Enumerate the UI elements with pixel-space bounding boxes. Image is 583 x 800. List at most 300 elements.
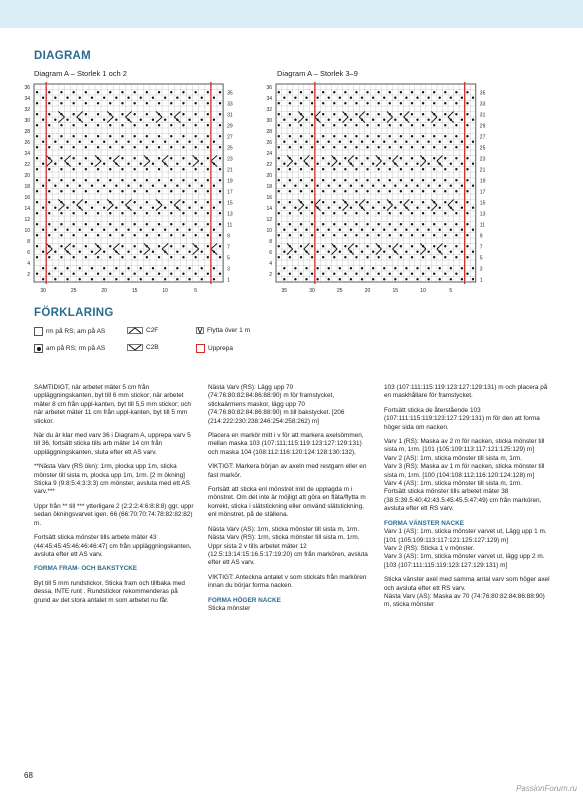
purl-dot — [182, 135, 184, 137]
purl-dot — [182, 273, 184, 275]
purl-dot — [42, 267, 44, 269]
purl-dot — [164, 119, 166, 121]
purl-dot — [79, 163, 81, 165]
purl-dot — [394, 141, 396, 143]
purl-dot — [328, 229, 330, 231]
purl-dot — [389, 146, 391, 148]
purl-dot — [366, 234, 368, 236]
purl-dot — [455, 223, 457, 225]
purl-dot — [140, 97, 142, 99]
purl-dot — [133, 223, 135, 225]
purl-dot — [36, 113, 38, 115]
knitting-chart-large — [262, 80, 502, 302]
legend-repeat: Upprepa — [196, 344, 233, 353]
row-label: 4 — [27, 260, 30, 267]
purl-dot — [466, 273, 468, 275]
purl-dot — [36, 234, 38, 236]
purl-dot — [42, 163, 44, 165]
purl-dot — [422, 201, 424, 203]
purl-dot — [400, 102, 402, 104]
purl-dot — [207, 223, 209, 225]
row-label: 14 — [24, 205, 30, 212]
purl-dot — [194, 179, 196, 181]
purl-dot — [405, 141, 407, 143]
purl-dot — [278, 179, 280, 181]
purl-dot — [427, 119, 429, 121]
purl-dot — [400, 245, 402, 247]
purl-dot — [158, 102, 160, 104]
purl-dot — [361, 278, 363, 280]
purl-dot — [311, 201, 313, 203]
purl-dot — [146, 212, 148, 214]
purl-dot — [439, 267, 441, 269]
purl-dot — [344, 157, 346, 159]
page-number: 68 — [24, 771, 33, 780]
purl-dot — [133, 157, 135, 159]
purl-dot — [322, 273, 324, 275]
purl-dot — [455, 124, 457, 126]
purl-dot — [322, 91, 324, 93]
purl-dot — [311, 234, 313, 236]
paragraph: Byt till 5 mm rundstickor. Sticka fram och tillbaka med dessa, INTE runt . Rundstickor rekommenderas på grund av det stora antalet m som arbetet nu får. — [34, 579, 185, 604]
purl-dot — [389, 212, 391, 214]
purl-dot — [461, 163, 463, 165]
purl-dot — [194, 212, 196, 214]
purl-dot — [219, 157, 221, 159]
row-label: 7 — [479, 244, 483, 251]
purl-dot — [219, 201, 221, 203]
purl-dot — [201, 229, 203, 231]
purl-dot — [72, 234, 74, 236]
purl-dot — [48, 113, 50, 115]
purl-dot — [85, 102, 87, 104]
row-label: 27 — [479, 134, 486, 141]
purl-dot — [60, 135, 62, 137]
purl-dot — [383, 163, 385, 165]
purl-dot — [36, 223, 38, 225]
purl-dot — [422, 256, 424, 258]
purl-dot — [140, 267, 142, 269]
purl-dot — [207, 91, 209, 93]
purl-dot — [201, 97, 203, 99]
paragraph: 103 (107:111:115:119:123:127:129:131) m och placera på en maskhållare för framstycket. — [384, 384, 548, 400]
purl-dot — [361, 251, 363, 253]
purl-dot — [344, 256, 346, 258]
purl-dot — [444, 135, 446, 137]
purl-dot — [97, 135, 99, 137]
purl-dot — [311, 157, 313, 159]
purl-dot — [60, 273, 62, 275]
purl-dot — [411, 179, 413, 181]
purl-dot — [85, 146, 87, 148]
purl-dot — [300, 245, 302, 247]
purl-dot — [350, 267, 352, 269]
purl-dot — [466, 179, 468, 181]
purl-dot — [377, 273, 379, 275]
paragraph: Nästa Varv (AS): 1rm, sticka mönster till sista m, 1rm. — [208, 525, 360, 533]
purl-dot — [79, 141, 81, 143]
chart-a-small-title: Diagram A – Storlek 1 och 2 — [34, 69, 127, 78]
purl-dot — [133, 201, 135, 203]
purl-dot — [66, 267, 68, 269]
purl-dot — [109, 168, 111, 170]
purl-dot — [219, 256, 221, 258]
purl-dot — [207, 234, 209, 236]
purl-dot — [383, 229, 385, 231]
purl-dot — [383, 119, 385, 121]
purl-dot — [54, 185, 56, 187]
purl-dot — [194, 124, 196, 126]
purl-dot — [339, 185, 341, 187]
purl-dot — [389, 273, 391, 275]
purl-dot — [103, 119, 105, 121]
purl-dot — [278, 201, 280, 203]
row-label: 13 — [227, 211, 233, 218]
purl-dot — [400, 234, 402, 236]
purl-dot — [60, 157, 62, 159]
row-label: 18 — [266, 183, 272, 190]
purl-dot — [389, 234, 391, 236]
purl-dot — [427, 251, 429, 253]
purl-dot — [213, 185, 215, 187]
purl-dot — [146, 234, 148, 236]
purl-dot — [355, 113, 357, 115]
purl-dot — [416, 251, 418, 253]
purl-dot — [121, 102, 123, 104]
purl-dot — [427, 141, 429, 143]
purl-dot — [176, 141, 178, 143]
purl-dot — [201, 141, 203, 143]
purl-dot — [339, 97, 341, 99]
purl-dot — [207, 124, 209, 126]
purl-dot — [133, 179, 135, 181]
purl-dot — [472, 97, 474, 99]
row-label: 20 — [24, 172, 30, 179]
purl-dot — [355, 102, 357, 104]
purl-dot — [427, 278, 429, 280]
text-column-1 — [34, 384, 194, 611]
purl-dot — [278, 146, 280, 148]
purl-dot — [439, 141, 441, 143]
purl-dot — [300, 135, 302, 137]
purl-dot — [158, 157, 160, 159]
purl-dot — [383, 267, 385, 269]
purl-dot — [466, 157, 468, 159]
purl-dot — [109, 124, 111, 126]
purl-dot — [219, 179, 221, 181]
purl-dot — [109, 179, 111, 181]
purl-dot — [400, 212, 402, 214]
purl-dot — [283, 119, 285, 121]
purl-dot — [158, 168, 160, 170]
purl-dot — [207, 102, 209, 104]
purl-dot — [188, 185, 190, 187]
row-label: 10 — [266, 227, 272, 234]
purl-dot — [294, 163, 296, 165]
purl-dot — [188, 207, 190, 209]
paragraph: Varv 2 (RS): Sticka 1 v mönster. — [384, 544, 475, 552]
purl-dot — [85, 190, 87, 192]
purl-dot — [466, 91, 468, 93]
row-label: 2 — [27, 271, 30, 278]
purl-dot — [207, 273, 209, 275]
paragraph: Placera en markör mitt i v för att markera axelsömmen, mellan maska 103 (107:111:115:119:123:127:129:131) och maska 104 (108:112:116:120:124:128:130:132). — [208, 432, 364, 456]
purl-dot — [170, 245, 172, 247]
row-label: 13 — [479, 211, 486, 218]
purl-dot — [311, 113, 313, 115]
purl-dot — [411, 113, 413, 115]
purl-dot — [328, 267, 330, 269]
purl-dot — [219, 234, 221, 236]
row-label: 12 — [24, 216, 30, 223]
purl-dot — [140, 119, 142, 121]
purl-dot — [444, 245, 446, 247]
purl-dot — [416, 278, 418, 280]
row-label: 23 — [227, 156, 233, 163]
purl-dot — [121, 135, 123, 137]
purl-dot — [188, 251, 190, 253]
purl-dot — [164, 141, 166, 143]
purl-dot — [350, 207, 352, 209]
purl-dot — [311, 135, 313, 137]
purl-dot — [121, 179, 123, 181]
row-label: 29 — [227, 123, 233, 130]
purl-dot — [355, 157, 357, 159]
purl-dot — [201, 163, 203, 165]
purl-dot — [289, 256, 291, 258]
row-label: 1 — [479, 277, 483, 284]
purl-dot — [121, 212, 123, 214]
purl-dot — [455, 157, 457, 159]
purl-dot — [444, 124, 446, 126]
purl-dot — [422, 135, 424, 137]
purl-dot — [333, 179, 335, 181]
purl-dot — [219, 223, 221, 225]
purl-dot — [433, 223, 435, 225]
purl-dot — [133, 146, 135, 148]
row-label: 17 — [227, 189, 233, 196]
column-label: 10 — [420, 288, 426, 294]
purl-dot — [472, 163, 474, 165]
purl-dot — [146, 179, 148, 181]
purl-dot — [444, 179, 446, 181]
purl-dot — [289, 179, 291, 181]
purl-dot — [133, 256, 135, 258]
purl-dot — [411, 201, 413, 203]
purl-dot — [389, 256, 391, 258]
purl-dot — [278, 273, 280, 275]
purl-dot — [433, 234, 435, 236]
purl-dot — [466, 135, 468, 137]
purl-dot — [339, 267, 341, 269]
purl-dot — [213, 267, 215, 269]
purl-dot — [439, 97, 441, 99]
purl-dot — [316, 267, 318, 269]
purl-dot — [103, 229, 105, 231]
row-label: 20 — [266, 172, 272, 179]
paragraph: Varv 3 (AS): 1rm, sticka mönster varvet ut, lägg upp 2 m. [103 (107:111:115:119:123:127:129:131) m] — [384, 553, 545, 569]
purl-dot — [121, 201, 123, 203]
purl-dot — [311, 212, 313, 214]
purl-dot — [333, 234, 335, 236]
purl-dot — [455, 102, 457, 104]
purl-dot — [91, 267, 93, 269]
purl-dot — [372, 229, 374, 231]
section-heading: FORMA HÖGER NACKE — [208, 596, 281, 604]
purl-dot — [133, 102, 135, 104]
row-label: 9 — [479, 233, 483, 240]
purl-dot — [444, 102, 446, 104]
purl-dot — [283, 251, 285, 253]
purl-dot — [127, 97, 129, 99]
row-label: 32 — [24, 106, 30, 113]
purl-dot — [103, 97, 105, 99]
legend-c2f: C2F — [127, 327, 158, 334]
purl-dot — [416, 207, 418, 209]
knitting-chart-small — [20, 80, 252, 302]
purl-dot — [42, 229, 44, 231]
purl-dot — [140, 278, 142, 280]
column-label: 30 — [309, 288, 315, 294]
row-label: 23 — [479, 156, 486, 163]
purl-dot — [283, 278, 285, 280]
purl-dot — [213, 207, 215, 209]
purl-dot — [146, 190, 148, 192]
purl-dot — [207, 157, 209, 159]
purl-dot — [344, 91, 346, 93]
purl-dot — [322, 102, 324, 104]
purl-dot — [433, 168, 435, 170]
purl-dot — [461, 119, 463, 121]
purl-dot — [344, 212, 346, 214]
purl-dot — [400, 201, 402, 203]
row-label: 3 — [479, 266, 483, 273]
purl-dot — [411, 273, 413, 275]
paragraph: Nästa Varv (AS): Maska av 70 (74:76:80:82:84:86:88:90) m, sticka mönster — [384, 592, 545, 609]
purl-dot — [416, 97, 418, 99]
purl-dot — [79, 251, 81, 253]
purl-dot — [91, 97, 93, 99]
purl-dot — [213, 278, 215, 280]
purl-dot — [42, 278, 44, 280]
purl-dot — [194, 201, 196, 203]
purl-dot — [201, 119, 203, 121]
purl-dot — [289, 146, 291, 148]
purl-dot — [383, 278, 385, 280]
purl-dot — [455, 168, 457, 170]
purl-dot — [455, 146, 457, 148]
purl-dot — [322, 157, 324, 159]
purl-dot — [213, 119, 215, 121]
purl-dot — [366, 102, 368, 104]
purl-dot — [366, 113, 368, 115]
purl-dot — [152, 97, 154, 99]
purl-dot — [121, 146, 123, 148]
purl-dot — [278, 256, 280, 258]
purl-dot — [283, 267, 285, 269]
purl-dot — [48, 135, 50, 137]
purl-dot — [54, 141, 56, 143]
purl-dot — [164, 229, 166, 231]
purl-dot — [400, 91, 402, 93]
purl-dot — [433, 212, 435, 214]
purl-dot — [219, 91, 221, 93]
purl-dot — [158, 135, 160, 137]
paragraph: Sticka mönster — [208, 604, 251, 612]
purl-dot — [170, 102, 172, 104]
purl-dot — [450, 97, 452, 99]
purl-dot — [294, 267, 296, 269]
purl-dot — [219, 273, 221, 275]
purl-dot — [48, 201, 50, 203]
purl-dot — [339, 163, 341, 165]
purl-dot — [289, 201, 291, 203]
purl-dot — [422, 113, 424, 115]
purl-dot — [278, 190, 280, 192]
purl-dot — [152, 207, 154, 209]
purl-dot — [97, 91, 99, 93]
purl-dot — [444, 146, 446, 148]
purl-dot — [355, 179, 357, 181]
purl-dot — [121, 234, 123, 236]
paragraph: Varv 2 (AS): 1rm, sticka mönster till sista m, 1rm. — [384, 454, 523, 462]
purl-dot — [383, 207, 385, 209]
row-label: 16 — [266, 194, 272, 201]
purl-dot — [60, 102, 62, 104]
purl-dot — [377, 256, 379, 258]
purl-dot — [283, 207, 285, 209]
purl-dot — [176, 267, 178, 269]
purl-dot — [289, 212, 291, 214]
purl-dot — [316, 251, 318, 253]
purl-dot — [305, 278, 307, 280]
purl-dot — [461, 251, 463, 253]
row-label: 19 — [479, 178, 486, 185]
purl-dot — [450, 251, 452, 253]
purl-dot — [333, 256, 335, 258]
purl-dot — [377, 179, 379, 181]
purl-dot — [170, 179, 172, 181]
purl-dot — [405, 267, 407, 269]
purl-dot — [182, 124, 184, 126]
purl-dot — [389, 245, 391, 247]
purl-dot — [219, 168, 221, 170]
purl-dot — [72, 91, 74, 93]
purl-dot — [344, 245, 346, 247]
purl-dot — [333, 223, 335, 225]
row-label: 9 — [227, 233, 230, 240]
row-label: 22 — [24, 161, 30, 168]
row-label: 30 — [24, 117, 30, 124]
purl-dot — [85, 212, 87, 214]
row-label: 18 — [24, 183, 30, 190]
purl-dot — [54, 267, 56, 269]
purl-dot — [48, 102, 50, 104]
purl-dot — [278, 157, 280, 159]
column-label: 30 — [40, 288, 46, 294]
row-label: 26 — [24, 139, 30, 146]
purl-dot — [422, 91, 424, 93]
row-label: 8 — [269, 238, 272, 245]
purl-dot — [355, 124, 357, 126]
purl-dot — [103, 207, 105, 209]
purl-dot — [333, 135, 335, 137]
purl-dot — [60, 91, 62, 93]
purl-dot — [427, 207, 429, 209]
repeat-box-icon — [196, 344, 205, 353]
column-label: 20 — [101, 288, 107, 294]
purl-dot — [115, 229, 117, 231]
